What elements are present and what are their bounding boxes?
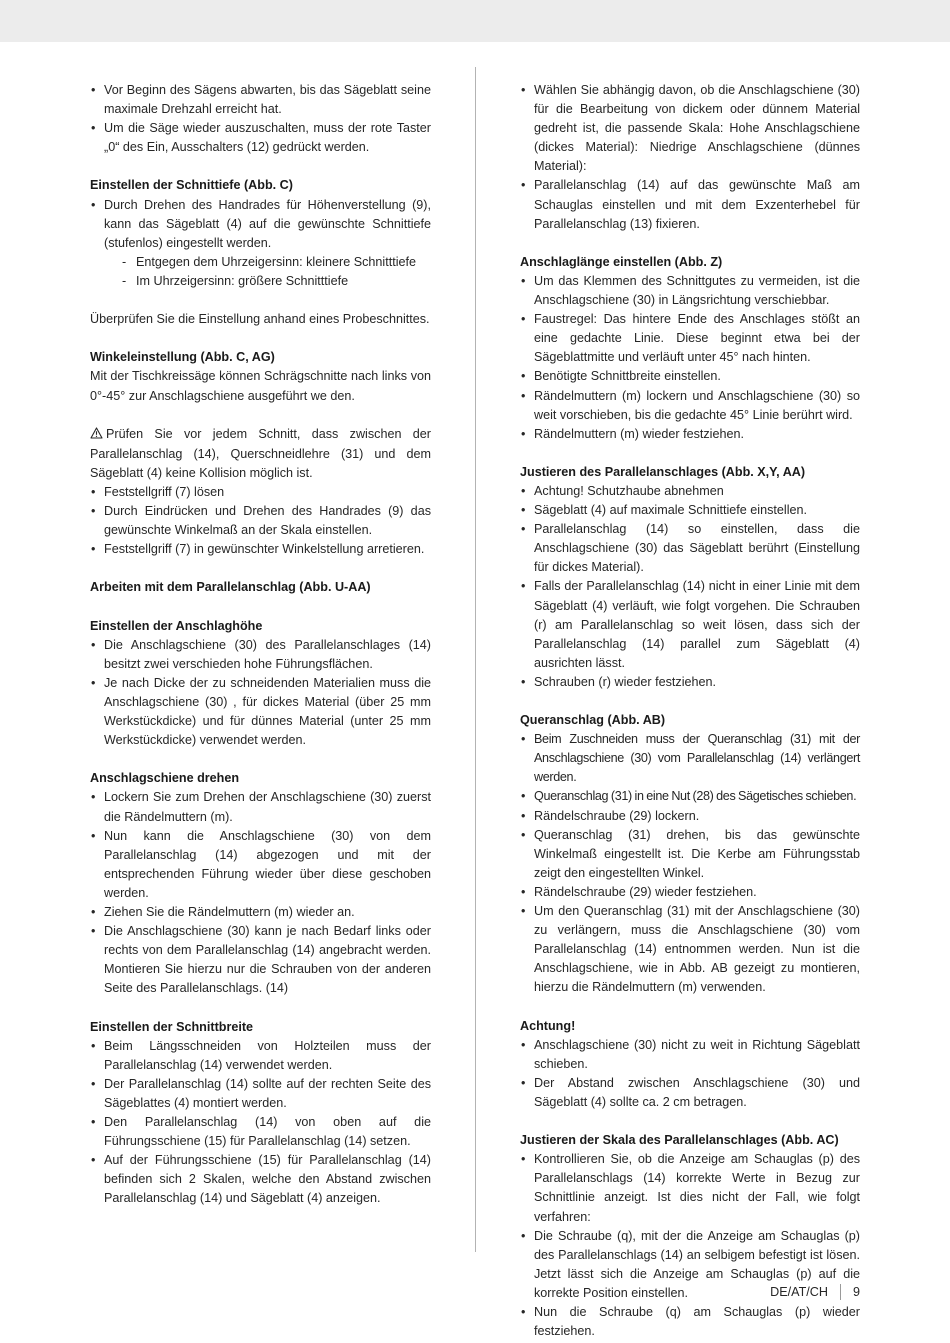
list-item: • Schrauben (r) wieder festziehen. — [520, 673, 860, 692]
section-heading: Queranschlag (Abb. AB) — [520, 713, 666, 728]
bullet-list — [520, 1036, 860, 1112]
schnitttiefe-section — [90, 176, 431, 291]
bullet-list — [90, 196, 431, 253]
skala-wahl-section — [520, 81, 860, 234]
list-item: • Faustregel: Das hintere Ende des Anschlages stößt an eine gedachte Linie. Diese beginnt etwa bei der Sägeblattmitte und verläuft unter 45° nach hinten. — [520, 310, 860, 367]
section-heading: Winkeleinstellung (Abb. C, AG) — [90, 350, 275, 365]
queranschlag-section — [520, 711, 860, 997]
bullet-list — [90, 483, 431, 559]
bullet-list — [520, 482, 860, 692]
list-item: • Der Parallelanschlag (14) sollte auf der rechten Seite des Sägeblattes (4) montiert werden. — [90, 1075, 431, 1113]
anschlaghoehe-section — [90, 617, 431, 751]
list-item: • Queranschlag (31) drehen, bis das gewünschte Winkelmaß eingestellt ist. Die Kerbe am Führungsstab zeigt den eingestellten Winkel. — [520, 826, 860, 883]
list-item: • Queranschlag (31) in eine Nut (28) des Sägetisches schieben. — [520, 787, 860, 806]
bullet-list — [520, 1150, 860, 1341]
warning-paragraph — [90, 425, 431, 483]
section-heading: Anschlagschiene drehen — [90, 771, 240, 786]
intro-section — [90, 81, 431, 157]
warning-icon — [90, 426, 103, 445]
parallel-heading: Arbeiten mit dem Parallelanschlag (Abb. U-AA) — [90, 580, 371, 595]
list-item: • Rändelmuttern (m) wieder festziehen. — [520, 425, 860, 444]
column-divider — [475, 67, 476, 1252]
bullet-list — [90, 788, 431, 998]
list-item: • Anschlagschiene (30) nicht zu weit in Richtung Sägeblatt schieben. — [520, 1036, 860, 1074]
list-item: • Parallelanschlag (14) so einstellen, dass die Anschlagschiene (30) das Sägeblatt berührt (Einstellung für dickes Material). — [520, 520, 860, 577]
region-label: DE/AT/CH — [770, 1284, 841, 1300]
list-item: • Rändelmuttern (m) lockern und Anschlagschiene (30) so weit vorschieben, bis die gedachte 45° Linie berührt wird. — [520, 387, 860, 425]
list-item: • Feststellgriff (7) lösen — [90, 483, 431, 502]
page-footer — [770, 1284, 860, 1300]
list-item: • Kontrollieren Sie, ob die Anzeige am Schauglas (p) des Parallelanschlags (14) korrekte Werte in Bezug zur Schnittlinie anzeigt. Ist dies nicht der Fall, wie folgt verfahren: — [520, 1150, 860, 1226]
list-item: • Um die Säge wieder auszuschalten, muss der rote Taster „0“ des Ein, Ausschalters (12) gedrückt werden. — [90, 119, 431, 157]
list-item: • Um das Klemmen des Schnittgutes zu vermeiden, ist die Anschlagschiene (30) in Längsrichtung verschiebbar. — [520, 272, 860, 310]
list-item: • Beim Längsschneiden von Holzteilen muss der Parallelanschlag (14) verwendet werden. — [90, 1037, 431, 1075]
winkel-section — [90, 348, 431, 405]
list-item: • Falls der Parallelanschlag (14) nicht in einer Linie mit dem Sägeblatt (4) verläuft, wie folgt vorgehen. Die Schrauben (r) am Parallelanschlag so weit lösen, dass sich der Parallelanschlag (14) parallel zum Sägeblatt (4) ausrichten lässt. — [520, 577, 860, 672]
list-item: • Nun die Schraube (q) am Schauglas (p) wieder festziehen. — [520, 1303, 860, 1341]
right-column — [520, 81, 860, 1341]
list-item: • Durch Eindrücken und Drehen des Handrades (9) das gewünschte Winkelmaß an der Skala einstellen. — [90, 502, 431, 540]
section-heading: Achtung! — [520, 1018, 576, 1033]
list-item: • Wählen Sie abhängig davon, ob die Anschlagschiene (30) für die Bearbeitung von dickem oder dünnem Material gedreht ist, die passende Skala: Hohe Anschlagschiene (dickes Material): Niedrige Anschlagschiene (dünnes Material): — [520, 81, 860, 176]
section-heading: Justieren des Parallelanschlages (Abb. X,Y, AA) — [520, 464, 806, 479]
bullet-list-condensed — [520, 730, 860, 806]
list-item: • Die Anschlagschiene (30) kann je nach Bedarf links oder rechts von dem Parallelanschlag (14) angebracht werden. Montieren Sie hierzu nur die Schrauben von der anderen Seite des Parallelanschlags. (14) — [90, 922, 431, 998]
list-item: • Je nach Dicke der zu schneidenden Materialien muss die Anschlagschiene (30) , für dickes Material (über 25 mm Werkstückdicke) und für dünnes Material (unter 25 mm Werkstückdicke) verwendet werden. — [90, 674, 431, 750]
list-item: - Im Uhrzeigersinn: größere Schnitttiefe — [122, 272, 431, 291]
section-heading: Anschlaglänge einstellen (Abb. Z) — [520, 254, 723, 269]
paragraph: Mit der Tischkreissäge können Schrägschnitte nach links von 0°-45° zur Anschlagschiene ausgeführt we den. — [90, 369, 431, 403]
list-item: • Parallelanschlag (14) auf das gewünschte Maß am Schauglas einstellen und mit dem Exzenterhebel für Parallelanschlag (13) fixieren. — [520, 176, 860, 233]
list-item: • Lockern Sie zum Drehen der Anschlagschiene (30) zuerst die Rändelmuttern (m). — [90, 788, 431, 826]
list-item: • Die Schraube (q), mit der die Anzeige am Schauglas (p) des Parallelanschlags (14) an selbigem befestigt ist lösen. Jetzt lässt sich die Anzeige am Schauglas (p) auf die korrekte Position einstellen. — [520, 1227, 860, 1303]
bullet-list — [520, 807, 860, 998]
section-heading: Einstellen der Schnittiefe (Abb. C) — [90, 178, 293, 193]
list-item: • Rändelschraube (29) wieder festziehen. — [520, 883, 860, 902]
list-item: • Die Anschlagschiene (30) des Parallelanschlages (14) besitzt zwei verschieden hohe Führungsflächen. — [90, 636, 431, 674]
warning-text: Prüfen Sie vor jedem Schnitt, dass zwischen der Parallelanschlag (14), Querschneidlehre (31) und dem Sägeblatt (4) keine Kollision möglich ist. — [90, 426, 431, 480]
left-column — [90, 81, 431, 1209]
justieren-section — [520, 463, 860, 692]
page-number: 9 — [852, 1285, 860, 1299]
list-item: • Durch Drehen des Handrades für Höhenverstellung (9), kann das Sägeblatt (4) auf die gewünschte Schnittiefe (stufenlos) eingestellt werden. — [90, 196, 431, 253]
section-heading: Justieren der Skala des Parallelanschlages (Abb. AC) — [520, 1133, 839, 1148]
list-item: • Sägeblatt (4) auf maximale Schnittiefe einstellen. — [520, 501, 860, 520]
list-item: • Feststellgriff (7) in gewünschter Winkelstellung arretieren. — [90, 540, 431, 559]
list-item: • Um den Queranschlag (31) mit der Anschlagschiene (30) zu verlängern, muss die Anschlagschiene (30) vom Parallelanschlag (14) entnommen werden. Nun ist die Anschlagschiene, wie in Abb. AB gezeigt zu montieren, hierzu die Rändelmuttern (m) verwenden. — [520, 902, 860, 997]
dash-list — [90, 253, 431, 291]
list-item: • Der Abstand zwischen Anschlagschiene (30) und Sägeblatt (4) sollte ca. 2 cm betragen. — [520, 1074, 860, 1112]
anschlaglaenge-section — [520, 253, 860, 444]
section-heading: Einstellen der Schnittbreite — [90, 1019, 254, 1034]
achtung-section — [520, 1017, 860, 1112]
schiene-drehen-section — [90, 769, 431, 998]
list-item: - Entgegen dem Uhrzeigersinn: kleinere Schnitttiefe — [122, 253, 431, 272]
list-item: • Beim Zuschneiden muss der Queranschlag (31) mit der Anschlagschiene (30) vom Parallelanschlag (14) verlängert werden. — [520, 730, 860, 787]
bullet-list — [520, 272, 860, 444]
bullet-list — [520, 81, 860, 234]
list-item: • Ziehen Sie die Rändelmuttern (m) wieder an. — [90, 903, 431, 922]
list-item: • Vor Beginn des Sägens abwarten, bis das Sägeblatt seine maximale Drehzahl erreicht hat. — [90, 81, 431, 119]
bullet-list — [90, 636, 431, 751]
intro-list — [90, 81, 431, 157]
schnittbreite-section — [90, 1018, 431, 1209]
list-item: • Nun kann die Anschlagschiene (30) von dem Parallelanschlag (14) abgezogen und mit der entsprechenden Führung wieder über diese geschoben werden. — [90, 827, 431, 903]
warning-section — [90, 425, 431, 560]
section-heading: Einstellen der Anschlaghöhe — [90, 618, 263, 633]
bullet-list — [90, 1037, 431, 1209]
top-bar — [0, 0, 950, 42]
list-item: • Den Parallelanschlag (14) von oben auf die Führungsschiene (15) für Parallelanschlag (14) setzen. — [90, 1113, 431, 1151]
probeschnitt-paragraph: Überprüfen Sie die Einstellung anhand eines Probeschnittes. — [90, 312, 430, 327]
skala-section — [520, 1131, 860, 1341]
list-item: • Auf der Führungsschiene (15) für Parallelanschlag (14) befinden sich 2 Skalen, welche den Abstand zwischen Parallelanschlag (14) und Sägeblatt (4) anzeigen. — [90, 1151, 431, 1208]
list-item: • Achtung! Schutzhaube abnehmen — [520, 482, 860, 501]
list-item: • Rändelschraube (29) lockern. — [520, 807, 860, 826]
list-item: • Benötigte Schnittbreite einstellen. — [520, 367, 860, 386]
